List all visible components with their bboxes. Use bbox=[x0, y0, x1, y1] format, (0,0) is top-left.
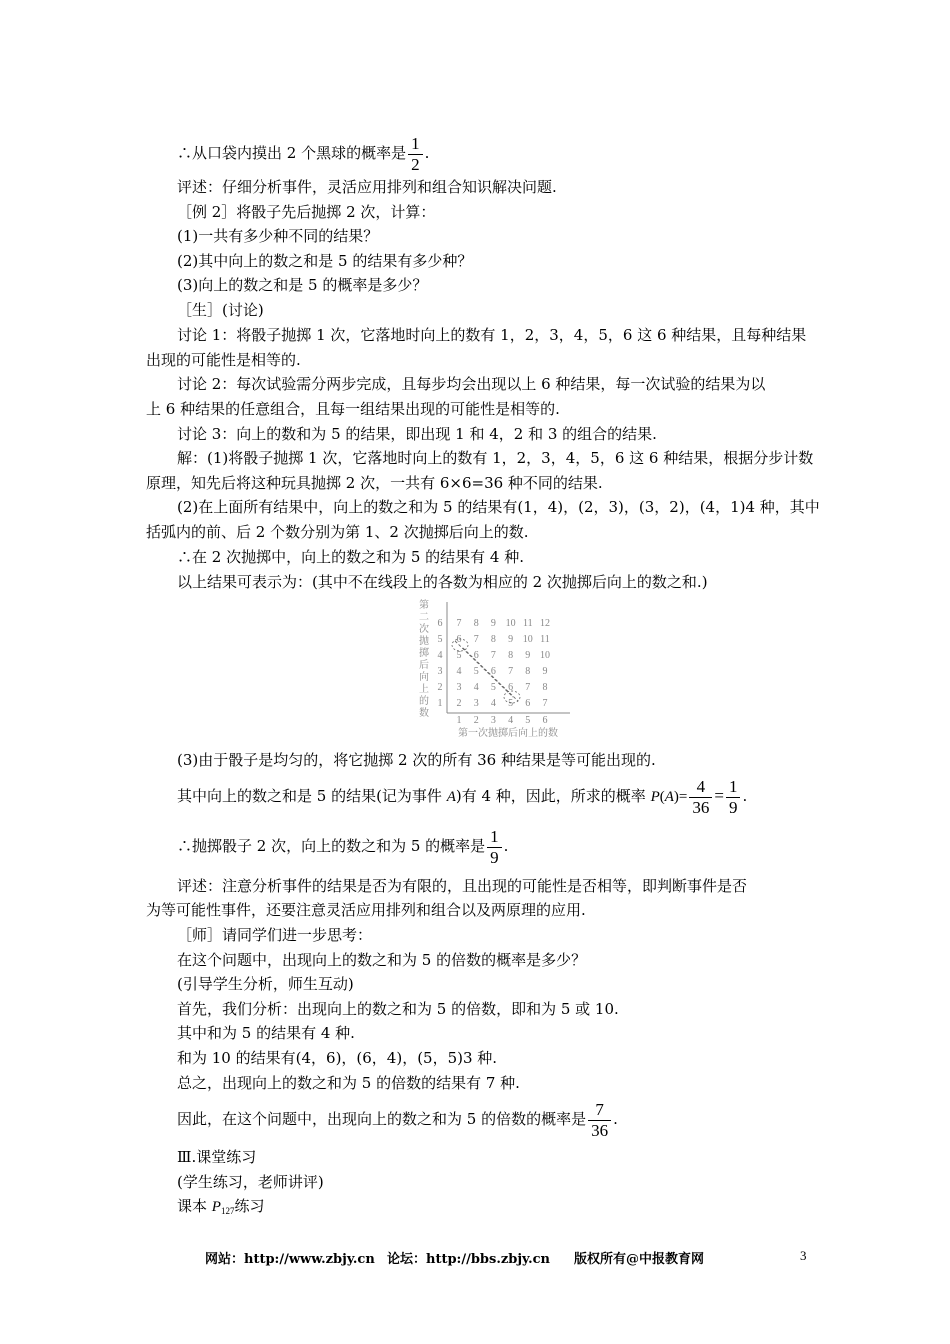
x-tick-label: 4 bbox=[508, 715, 514, 726]
sum-cell: 2 bbox=[456, 698, 462, 709]
equals-sign: = bbox=[714, 786, 724, 805]
period: . bbox=[503, 837, 509, 855]
y-axis-label-char: 数 bbox=[419, 708, 429, 719]
y-tick-label: 1 bbox=[437, 698, 443, 709]
sum-cell: 9 bbox=[542, 666, 548, 677]
fraction-numerator: 4 bbox=[696, 776, 706, 796]
y-axis-label-char: 后 bbox=[419, 660, 429, 671]
y-tick-label: 5 bbox=[437, 634, 443, 645]
line-text: 因此，在这个问题中，出现向上的数之和为 5 的倍数的概率是 bbox=[177, 1110, 587, 1128]
event-symbol: A bbox=[446, 789, 456, 805]
fraction-denominator: 36 bbox=[588, 1120, 611, 1141]
sum-cell: 4 bbox=[473, 682, 479, 693]
x-tick-label: 2 bbox=[473, 715, 479, 726]
example-heading: ［例 2］将骰子先后抛掷 2 次，计算： bbox=[177, 203, 436, 221]
line-text: )有 4 种，因此，所求的概率 bbox=[455, 787, 651, 805]
guidance-line: (引导学生分析，师生互动) bbox=[177, 975, 354, 993]
sum-cell: 7 bbox=[490, 650, 496, 661]
sum-cell: 10 bbox=[540, 650, 550, 661]
y-axis-ticks bbox=[438, 618, 443, 709]
dice-sum-diagram bbox=[405, 598, 575, 746]
event-symbol: A bbox=[664, 789, 674, 805]
student-discussion: ［生］(讨论) bbox=[177, 301, 264, 319]
page-number: 3 bbox=[800, 1248, 807, 1263]
fraction-denominator: 2 bbox=[408, 154, 423, 175]
sum-cell: 6 bbox=[508, 682, 514, 693]
y-axis-label-char: 第 bbox=[419, 600, 429, 611]
fraction-one-ninth bbox=[487, 827, 502, 868]
x-axis-ticks bbox=[457, 715, 548, 726]
sum-cell: 7 bbox=[542, 698, 548, 709]
y-axis-label-char: 上 bbox=[419, 684, 429, 695]
y-axis-label-char: 抛 bbox=[419, 636, 429, 647]
representation-line: 以上结果可表示为：(其中不在线段上的各数为相应的 2 次抛掷后向上的数之和.) bbox=[177, 573, 708, 591]
sum-cell: 4 bbox=[490, 698, 496, 709]
fraction-one-half bbox=[408, 134, 423, 175]
sum-cell: 6 bbox=[525, 698, 531, 709]
y-axis-label-char: 向 bbox=[419, 672, 429, 683]
y-tick-label: 6 bbox=[437, 618, 443, 629]
period: . bbox=[742, 787, 748, 805]
solution-2-cont: 括弧内的前、后 2 个数分别为第 1、2 次抛掷后向上的数. bbox=[146, 523, 529, 541]
sum-cell: 7 bbox=[456, 618, 462, 629]
question-2: (2)其中向上的数之和是 5 的结果有多少种？ bbox=[177, 252, 473, 270]
question-3: (3)向上的数之和是 5 的概率是多少？ bbox=[177, 276, 428, 294]
footer-copyright: 版权所有@中报教育网 bbox=[574, 1252, 705, 1267]
sum-cell: 5 bbox=[473, 666, 479, 677]
solution-2: (2)在上面所有结果中，向上的数之和为 5 的结果有(1，4)，(2，3)，(3，2)，(4，1)4 种，其中 bbox=[177, 498, 820, 516]
sum-cell: 3 bbox=[473, 698, 479, 709]
sum-cell: 8 bbox=[525, 666, 531, 677]
fraction-denominator: 9 bbox=[726, 797, 741, 818]
sum-cell: 7 bbox=[473, 634, 479, 645]
question-1: (1)一共有多少种不同的结果？ bbox=[177, 227, 379, 245]
discussion-1-cont: 出现的可能性是相等的. bbox=[146, 351, 301, 369]
sum-cell: 7 bbox=[508, 666, 514, 677]
discussion-3: 讨论 3：向上的数和为 5 的结果，即出现 1 和 4，2 和 3 的组合的结果. bbox=[177, 425, 657, 443]
fraction-numerator: 1 bbox=[490, 826, 499, 846]
line-text: 其中向上的数之和是 5 的结果(记为事件 bbox=[177, 787, 447, 805]
line-text: 练习 bbox=[234, 1197, 265, 1215]
period: . bbox=[424, 144, 430, 162]
x-tick-label: 1 bbox=[456, 715, 462, 726]
x-tick-label: 5 bbox=[525, 715, 531, 726]
sum-cell: 9 bbox=[490, 618, 496, 629]
fraction-numerator: 1 bbox=[411, 133, 420, 153]
text-line bbox=[177, 133, 429, 175]
fraction-numerator: 7 bbox=[595, 1099, 604, 1119]
x-axis-label: 第一次抛掷后向上的数 bbox=[458, 728, 558, 739]
total-results: 总之，出现向上的数之和为 5 的倍数的结果有 7 种. bbox=[177, 1074, 520, 1092]
practice-note: (学生练习，老师讲评) bbox=[177, 1173, 324, 1191]
sum-cell: 8 bbox=[542, 682, 548, 693]
teacher-prompt: ［师］请同学们进一步思考： bbox=[177, 926, 373, 944]
discussion-1: 讨论 1：将骰子抛掷 1 次，它落地时向上的数有 1，2，3，4，5，6 这 6 种结果，且每种结果 bbox=[177, 326, 807, 344]
y-axis-label-char: 二 bbox=[419, 612, 429, 623]
sum-grid bbox=[457, 618, 551, 709]
fraction-four-thirtysixths bbox=[689, 777, 712, 818]
conclusion-line: ∴在 2 次抛掷中，向上的数之和为 5 的结果有 4 种. bbox=[177, 548, 525, 566]
sum-cell: 12 bbox=[540, 618, 550, 629]
footer-forum: 论坛：http://bbs.zbjy.cn bbox=[387, 1252, 551, 1267]
probability-symbol: P bbox=[650, 789, 660, 805]
sum-cell: 7 bbox=[525, 682, 531, 693]
sum-cell: 8 bbox=[473, 618, 479, 629]
comment-line: 评述：仔细分析事件，灵活应用排列和组合知识解决问题. bbox=[177, 178, 557, 196]
y-tick-label: 4 bbox=[437, 650, 443, 661]
x-tick-label: 3 bbox=[490, 715, 496, 726]
sum-cell: 9 bbox=[525, 650, 531, 661]
section-heading: Ⅲ.课堂练习 bbox=[177, 1148, 257, 1166]
sum-cell: 4 bbox=[456, 666, 462, 677]
solution-1-cont: 原理，知先后将这种玩具抛掷 2 次，一共有 6×6=36 种不同的结果. bbox=[146, 474, 603, 492]
page-symbol: P bbox=[211, 1199, 221, 1215]
sum-cell: 8 bbox=[508, 650, 514, 661]
y-axis-label-char: 的 bbox=[419, 696, 429, 707]
sum-cell: 5 bbox=[490, 682, 496, 693]
fraction-denominator: 36 bbox=[689, 797, 712, 818]
final-probability bbox=[177, 1097, 618, 1141]
fraction-seven-thirtysixths bbox=[588, 1100, 611, 1141]
discussion-2-cont: 上 6 种结果的任意组合，且每一组结果出现的可能性是相等的. bbox=[146, 400, 560, 418]
sum-cell: 10 bbox=[505, 618, 516, 629]
page-subscript: 127 bbox=[220, 1206, 235, 1216]
y-tick-label: 3 bbox=[437, 666, 443, 677]
line-text: ∴抛掷骰子 2 次，向上的数之和为 5 的概率是 bbox=[177, 837, 486, 855]
analysis-line: 首先，我们分析：出现向上的数之和为 5 的倍数，即和为 5 或 10. bbox=[177, 1000, 619, 1018]
fraction-denominator: 9 bbox=[487, 847, 502, 868]
sum-ten-results: 和为 10 的结果有(4，6)，(6，4)，(5，5)3 种. bbox=[177, 1049, 498, 1067]
sum-cell: 6 bbox=[490, 666, 496, 677]
y-axis-label-char: 次 bbox=[419, 624, 429, 635]
solution-3: (3)由于骰子是均匀的，将它抛掷 2 次的所有 36 种结果是等可能出现的. bbox=[177, 751, 656, 769]
textbook-exercise bbox=[177, 1196, 264, 1221]
y-axis-label bbox=[419, 598, 429, 719]
discussion-2: 讨论 2：每次试验需分两步完成，且每步均会出现以上 6 种结果，每一次试验的结果为以 bbox=[177, 375, 766, 393]
sum-cell: 11 bbox=[540, 634, 550, 645]
sum-cell: 10 bbox=[522, 634, 533, 645]
paren: ( bbox=[659, 789, 665, 805]
sum-five-count: 其中和为 5 的结果有 4 种. bbox=[177, 1024, 355, 1042]
sum-cell: 5 bbox=[508, 698, 514, 709]
line-text: 课本 bbox=[177, 1197, 212, 1215]
further-question: 在这个问题中，出现向上的数之和为 5 的倍数的概率是多少？ bbox=[177, 951, 587, 969]
sum-cell: 3 bbox=[456, 682, 462, 693]
y-axis-label-char: 掷 bbox=[419, 648, 429, 659]
sum-cell: 9 bbox=[508, 634, 514, 645]
line-text: ∴从口袋内摸出 2 个黑球的概率是 bbox=[177, 144, 407, 162]
fraction-numerator: 1 bbox=[728, 776, 738, 796]
sum-cell: 5 bbox=[456, 650, 462, 661]
period: . bbox=[613, 1110, 618, 1128]
comment-2: 评述：注意分析事件的结果是否为有限的，且出现的可能性是否相等，即判断事件是否 bbox=[177, 877, 748, 895]
comment-2-cont: 为等可能性事件，还要注意灵活应用排列和组合以及两原理的应用. bbox=[146, 901, 586, 919]
equals-sign: )= bbox=[673, 789, 688, 805]
sum-cell: 6 bbox=[456, 634, 462, 645]
sum-cell: 6 bbox=[473, 650, 479, 661]
sum-cell: 11 bbox=[522, 618, 533, 629]
solution-1: 解：(1)将骰子抛掷 1 次，它落地时向上的数有 1，2，3，4，5，6 这 6 种结果，根据分步计数 bbox=[177, 449, 814, 467]
sum-cell: 8 bbox=[490, 634, 496, 645]
sum-five-dashed-line-upper bbox=[455, 641, 513, 697]
y-tick-label: 2 bbox=[437, 682, 443, 693]
x-tick-label: 6 bbox=[542, 715, 548, 726]
fraction-one-ninth bbox=[726, 777, 741, 818]
probability-line bbox=[177, 774, 747, 819]
probability-conclusion bbox=[177, 824, 508, 868]
footer-website: 网站：http://www.zbjy.cn bbox=[205, 1252, 375, 1267]
